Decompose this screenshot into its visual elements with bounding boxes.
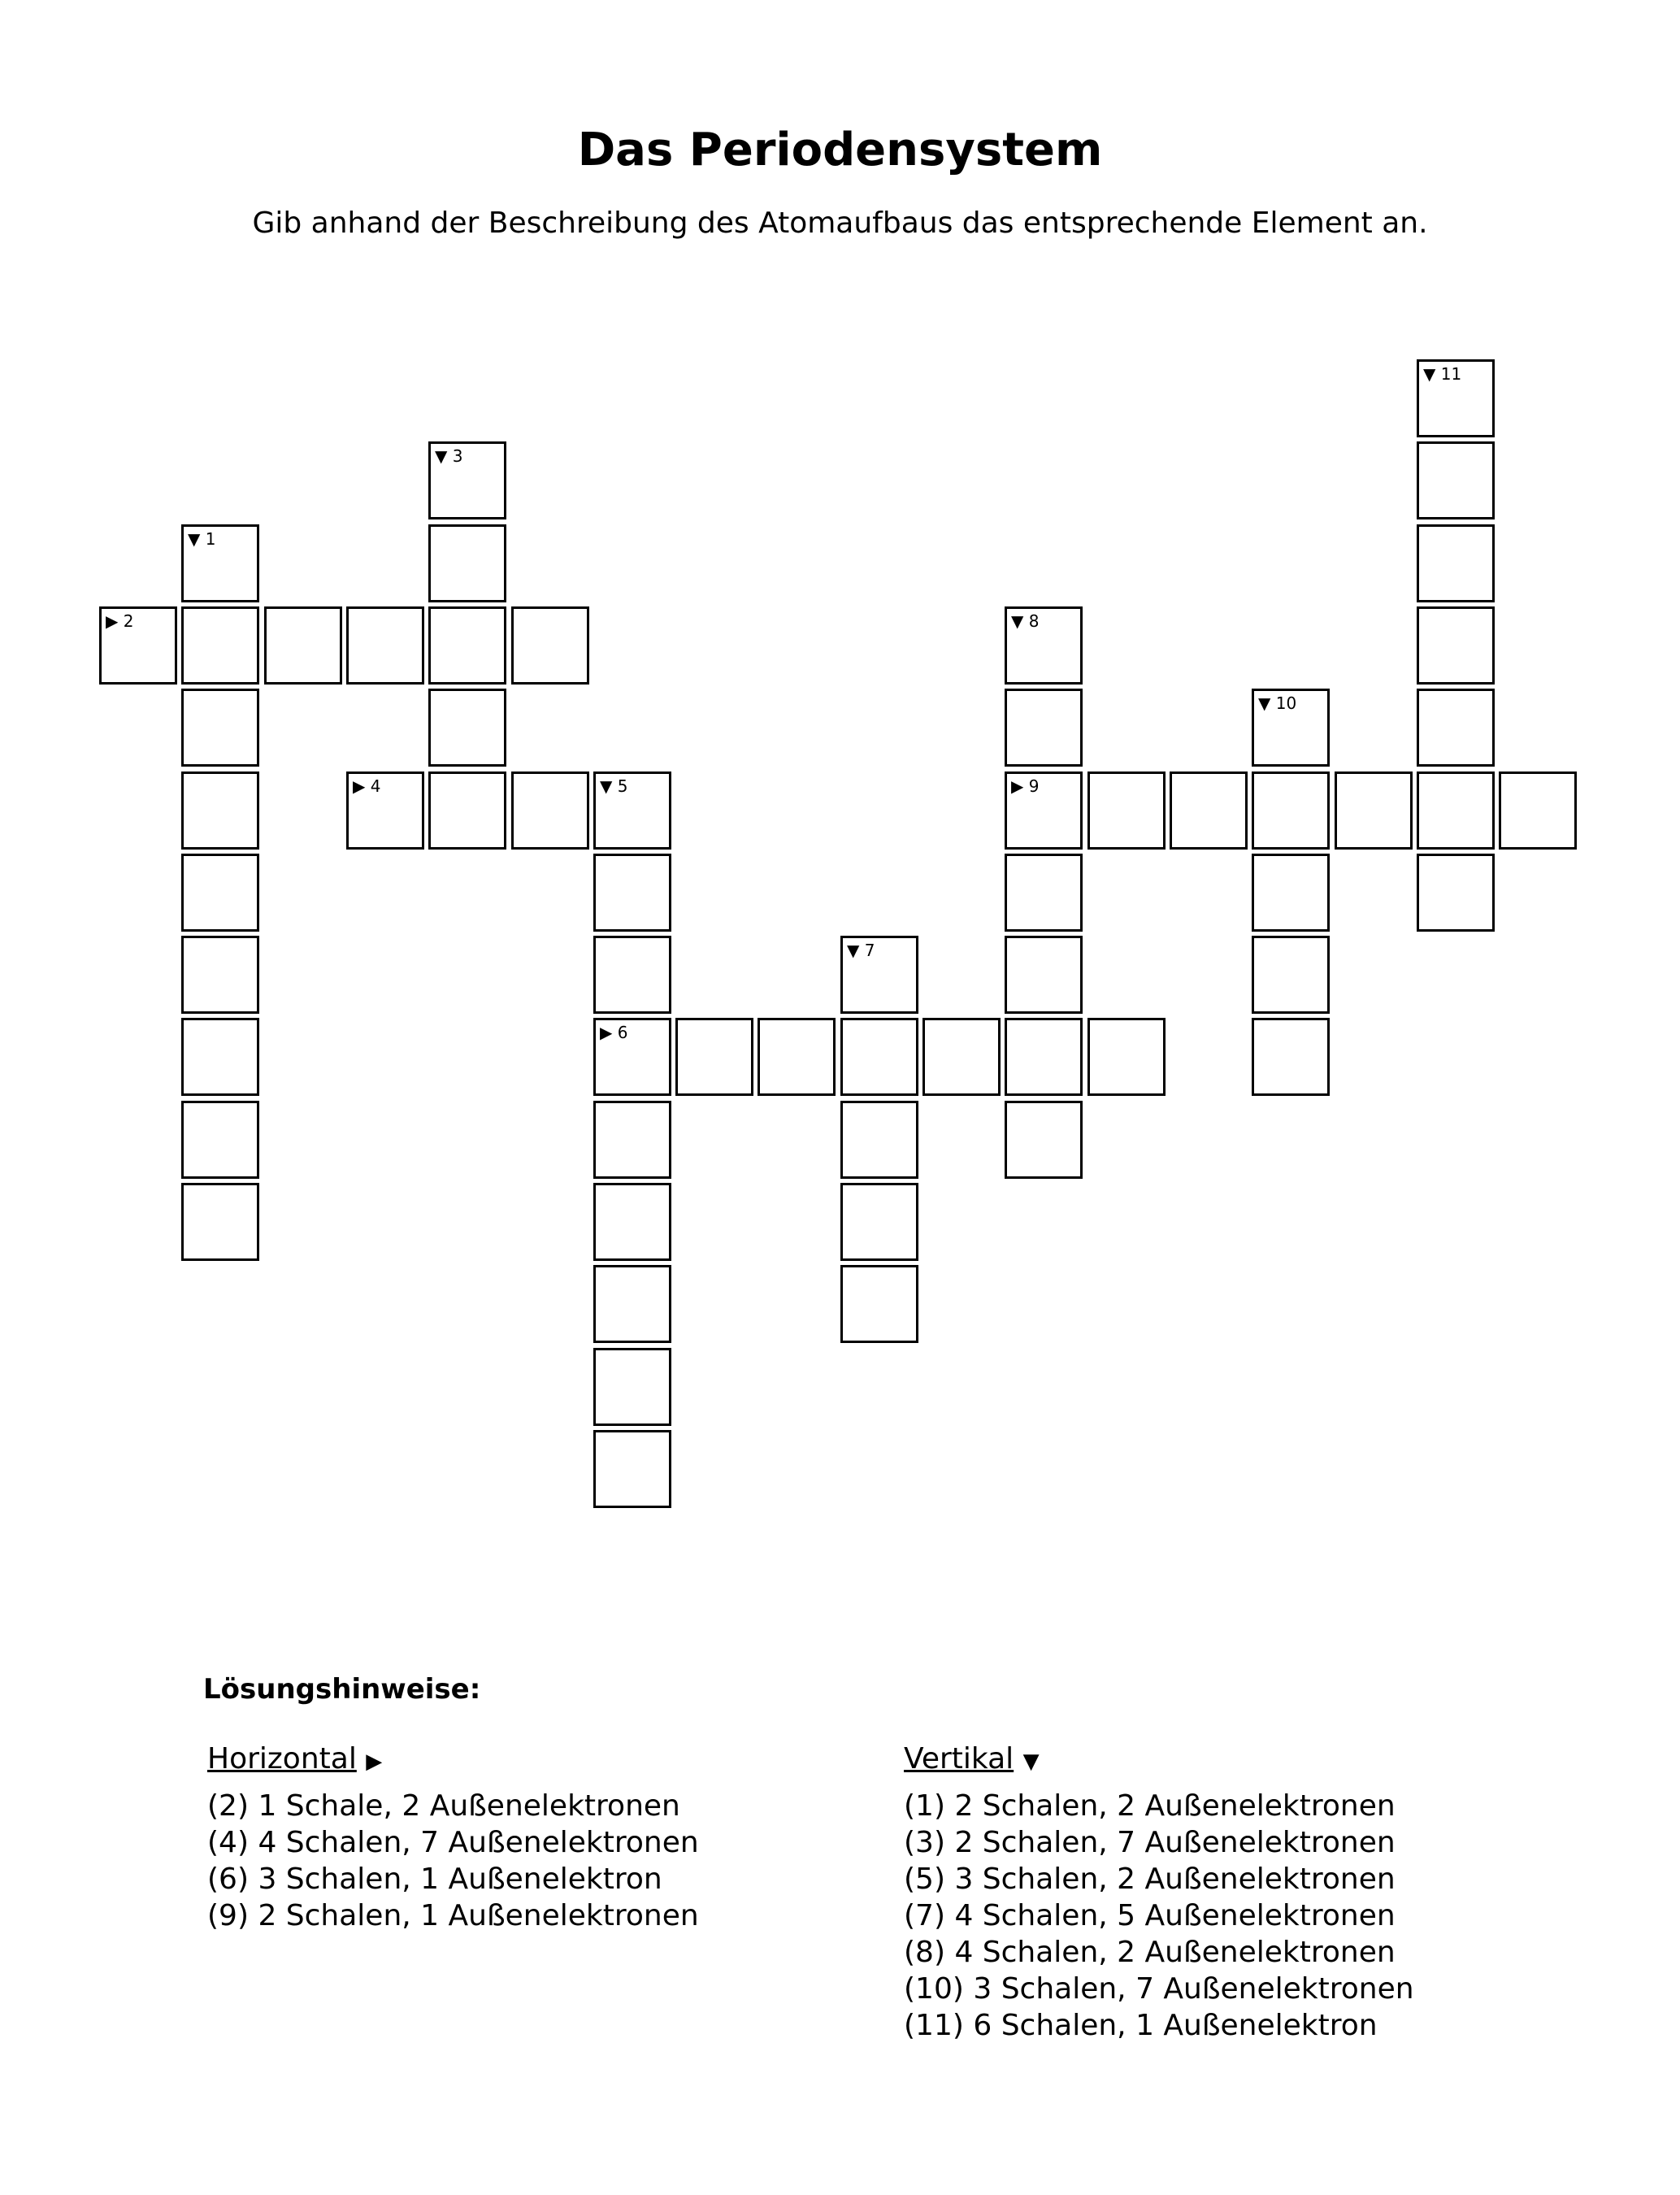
clue-horizontal: (9) 2 Schalen, 1 Außenelektronen [207, 1899, 699, 1932]
clues-heading: Lösungshinweise: [203, 1673, 481, 1706]
vertical-heading [904, 1740, 1414, 1781]
crossword-cell[interactable] [99, 606, 177, 685]
crossword-cell[interactable] [593, 1101, 671, 1179]
crossword-cell[interactable] [593, 1430, 671, 1508]
crossword-cell[interactable] [181, 606, 259, 685]
crossword-cell[interactable] [1005, 1101, 1083, 1179]
right-arrow-icon: ▶ [366, 1749, 383, 1774]
crossword-cell[interactable] [1417, 854, 1495, 932]
crossword-cell[interactable] [1005, 1018, 1083, 1096]
crossword-cell[interactable] [593, 1265, 671, 1343]
page-title: Das Periodensystem [577, 124, 1103, 176]
crossword-cell[interactable] [181, 854, 259, 932]
crossword-cell[interactable] [1417, 359, 1495, 437]
crossword-cell[interactable] [593, 854, 671, 932]
crossword-cell[interactable] [1005, 854, 1083, 932]
crossword-cell[interactable] [511, 772, 589, 850]
clue-vertical: (11) 6 Schalen, 1 Außenelektron [904, 2009, 1378, 2042]
crossword-cell[interactable] [675, 1018, 753, 1096]
crossword-cell[interactable] [181, 1183, 259, 1261]
crossword-cell[interactable] [1335, 772, 1413, 850]
clue-number-label: ▼ 8 [1011, 611, 1040, 631]
horizontal-clues [207, 1740, 699, 1934]
crossword-cell[interactable] [264, 606, 342, 685]
crossword-cell[interactable] [1005, 772, 1083, 850]
crossword-cell[interactable] [346, 606, 424, 685]
horizontal-label: Horizontal [207, 1742, 357, 1776]
crossword-cell[interactable] [181, 1101, 259, 1179]
crossword-cell[interactable] [1252, 772, 1330, 850]
crossword-cell[interactable] [593, 936, 671, 1014]
clue-number-label: ▼ 1 [188, 529, 216, 549]
crossword-cell[interactable] [1252, 689, 1330, 767]
crossword-cell[interactable] [346, 772, 424, 850]
clue-vertical: (5) 3 Schalen, 2 Außenelektronen [904, 1862, 1396, 1896]
crossword-cell[interactable] [1417, 689, 1495, 767]
crossword-cell[interactable] [840, 1183, 918, 1261]
crossword-cell[interactable] [1170, 772, 1248, 850]
crossword-cell[interactable] [840, 1018, 918, 1096]
crossword-cell[interactable] [1252, 854, 1330, 932]
clue-number-label: ▶ 9 [1011, 776, 1040, 796]
crossword-cell[interactable] [840, 1101, 918, 1179]
crossword-cell[interactable] [428, 524, 506, 602]
clue-vertical: (1) 2 Schalen, 2 Außenelektronen [904, 1789, 1396, 1823]
crossword-cell[interactable] [593, 1348, 671, 1426]
clue-number-label: ▼ 10 [1258, 693, 1297, 713]
clue-vertical: (3) 2 Schalen, 7 Außenelektronen [904, 1826, 1396, 1859]
crossword-cell[interactable] [1005, 689, 1083, 767]
crossword-cell[interactable] [428, 772, 506, 850]
crossword-cell[interactable] [511, 606, 589, 685]
crossword-cell[interactable] [840, 1265, 918, 1343]
crossword-cell[interactable] [181, 936, 259, 1014]
crossword-cell[interactable] [181, 1018, 259, 1096]
crossword-cell[interactable] [1417, 524, 1495, 602]
crossword-cell[interactable] [1252, 1018, 1330, 1096]
vertical-label: Vertikal [904, 1742, 1014, 1776]
crossword-cell[interactable] [428, 689, 506, 767]
crossword-cell[interactable] [593, 1183, 671, 1261]
crossword-cell[interactable] [1417, 606, 1495, 685]
crossword-cell[interactable] [1087, 1018, 1166, 1096]
clue-number-label: ▶ 4 [353, 776, 381, 796]
clue-number-label: ▼ 7 [847, 941, 875, 960]
vertical-clues [904, 1740, 1414, 2044]
crossword-cell[interactable] [758, 1018, 836, 1096]
crossword-cell[interactable] [428, 441, 506, 519]
crossword-cell[interactable] [181, 524, 259, 602]
crossword-cell[interactable] [1499, 772, 1577, 850]
crossword-cell[interactable] [1417, 772, 1495, 850]
crossword-cell[interactable] [1252, 936, 1330, 1014]
crossword-cell[interactable] [593, 772, 671, 850]
crossword-cell[interactable] [1005, 936, 1083, 1014]
crossword-cell[interactable] [1417, 441, 1495, 519]
clue-vertical: (7) 4 Schalen, 5 Außenelektronen [904, 1899, 1396, 1932]
clue-number-label: ▼ 11 [1423, 364, 1462, 384]
clue-number-label: ▶ 2 [106, 611, 134, 631]
clue-number-label: ▼ 3 [435, 446, 463, 466]
clue-vertical: (10) 3 Schalen, 7 Außenelektronen [904, 1972, 1414, 2006]
crossword-cell[interactable] [1005, 606, 1083, 685]
clue-number-label: ▼ 5 [600, 776, 628, 796]
crossword-cell[interactable] [181, 772, 259, 850]
crossword-cell[interactable] [1087, 772, 1166, 850]
instructions: Gib anhand der Beschreibung des Atomaufbaus das entsprechende Element an. [252, 206, 1428, 240]
crossword-cell[interactable] [428, 606, 506, 685]
horizontal-heading [207, 1740, 699, 1781]
clue-number-label: ▶ 6 [600, 1023, 628, 1042]
crossword-cell[interactable] [181, 689, 259, 767]
clue-horizontal: (4) 4 Schalen, 7 Außenelektronen [207, 1826, 699, 1859]
down-arrow-icon: ▼ [1022, 1749, 1040, 1774]
clue-horizontal: (6) 3 Schalen, 1 Außenelektron [207, 1862, 662, 1896]
crossword-cell[interactable] [922, 1018, 1001, 1096]
crossword-cell[interactable] [593, 1018, 671, 1096]
crossword-cell[interactable] [840, 936, 918, 1014]
clue-vertical: (8) 4 Schalen, 2 Außenelektronen [904, 1936, 1396, 1969]
clue-horizontal: (2) 1 Schale, 2 Außenelektronen [207, 1789, 680, 1823]
